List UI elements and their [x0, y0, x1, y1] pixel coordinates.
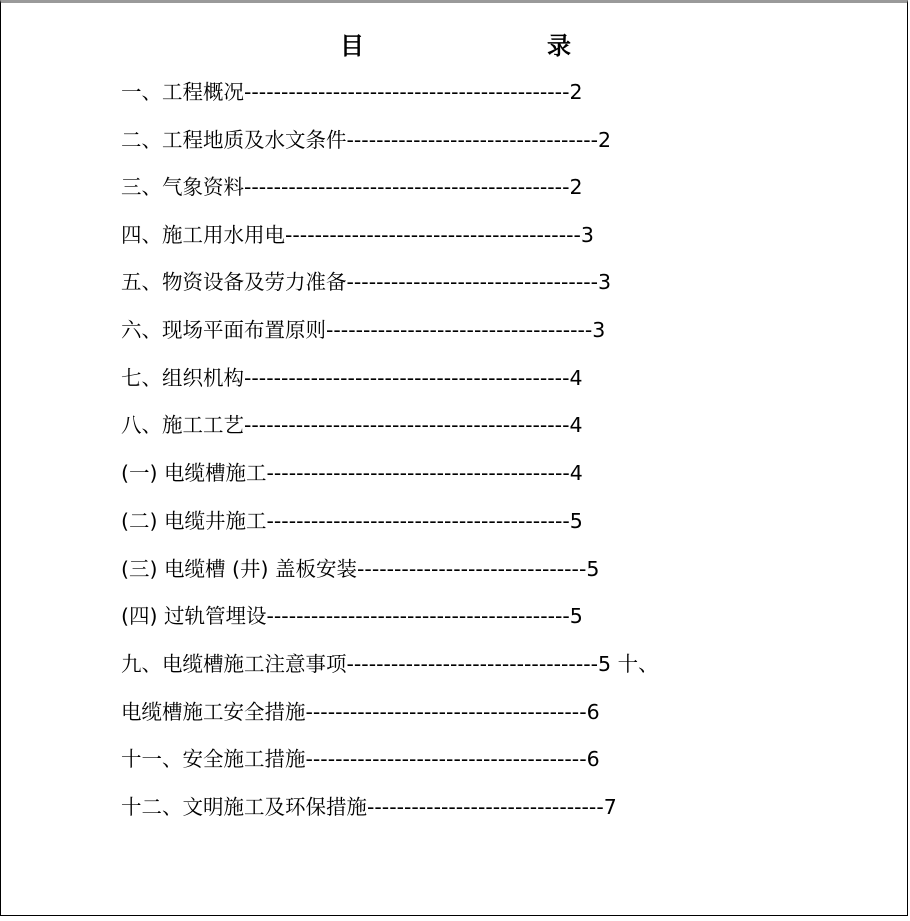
toc-entry: 十一、安全施工措施--------------------------------------6 [121, 747, 600, 771]
toc-entry: (三) 电缆槽 (井) 盖板安装-------------------------------5 [121, 557, 600, 581]
toc-entry: 六、现场平面布置原则------------------------------------3 [121, 318, 606, 342]
toc-entry: 七、组织机构--------------------------------------------4 [121, 366, 583, 390]
toc-entry: (一) 电缆槽施工-----------------------------------------4 [121, 461, 583, 485]
toc-entry: 九、电缆槽施工注意事项----------------------------------5 十、 [121, 652, 659, 676]
toc-title-char-1: 目 [340, 32, 364, 60]
toc-entry: (四) 过轨管埋设-----------------------------------------5 [121, 604, 583, 628]
toc-entry: 十二、文明施工及环保措施--------------------------------7 [121, 795, 617, 819]
toc-entry: 一、工程概况--------------------------------------------2 [121, 80, 583, 104]
toc-entry: 四、施工用水用电----------------------------------------3 [121, 223, 594, 247]
toc-entry: 五、物资设备及劳力准备----------------------------------3 [121, 270, 612, 294]
toc-entry: 三、气象资料--------------------------------------------2 [121, 175, 583, 199]
toc-entry: 电缆槽施工安全措施--------------------------------------6 [121, 700, 600, 724]
toc-entry: 八、施工工艺--------------------------------------------4 [121, 413, 583, 437]
toc-entry: 二、工程地质及水文条件----------------------------------2 [121, 128, 612, 152]
toc-entry: (二) 电缆井施工-----------------------------------------5 [121, 509, 583, 533]
toc-title-char-2: 录 [547, 32, 571, 60]
